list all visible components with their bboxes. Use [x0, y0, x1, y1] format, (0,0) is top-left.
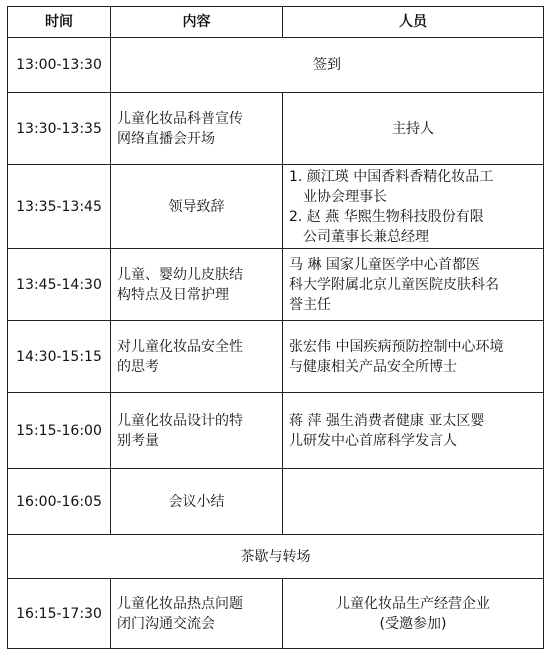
time-cell: 13:30-13:35: [8, 93, 111, 165]
header-time: 时间: [8, 7, 111, 38]
people-cell: [283, 93, 544, 165]
header-content: 内容: [111, 7, 283, 38]
break-cell: 茶歇与转场: [8, 535, 544, 579]
time-cell: 16:00-16:05: [8, 469, 111, 535]
merged-cell: 签到: [111, 38, 544, 93]
content-line: 别考量: [117, 432, 159, 449]
time-cell: 15:15-16:00: [8, 393, 111, 469]
people-line: 2. 赵 燕 华熙生物科技股份有限: [289, 208, 484, 225]
content-line: 儿童、婴幼儿皮肤结: [117, 266, 243, 283]
content-cell: [111, 165, 283, 249]
time-cell: 16:15-17:30: [8, 579, 111, 649]
people-cell-empty: [283, 469, 544, 535]
table-row: [8, 393, 544, 469]
people-line: 主持人: [392, 120, 434, 137]
people-cell: [283, 393, 544, 469]
content-cell: [111, 249, 283, 321]
content-cell: [111, 579, 283, 649]
content-line: 会议小结: [168, 493, 225, 510]
people-cell: [283, 321, 544, 393]
people-cell: [283, 165, 544, 249]
content-line: 儿童化妆品科普宣传: [117, 110, 243, 127]
people-line: 科大学附属北京儿童医院皮肤科名: [289, 276, 499, 293]
table-row: [8, 321, 544, 393]
people-line: 儿童化妆品生产经营企业: [336, 595, 490, 612]
content-cell: [111, 469, 283, 535]
people-line: 马 琳 国家儿童医学中心首都医: [289, 256, 480, 273]
time-cell: 13:35-13:45: [8, 165, 111, 249]
table-row: [8, 249, 544, 321]
table-row: [8, 165, 544, 249]
table-row: [8, 469, 544, 535]
content-cell: [111, 321, 283, 393]
people-line: 张宏伟 中国疾病预防控制中心环境: [289, 338, 504, 355]
table-row: [8, 535, 544, 579]
people-line: 蒋 萍 强生消费者健康 亚太区婴: [289, 412, 485, 429]
time-cell: 13:00-13:30: [8, 38, 111, 93]
time-cell: 13:45-14:30: [8, 249, 111, 321]
table-row: [8, 93, 544, 165]
time-cell: 14:30-15:15: [8, 321, 111, 393]
people-line: 誉主任: [289, 296, 331, 313]
agenda-table: [7, 6, 544, 649]
content-line: 网络直播会开场: [117, 130, 215, 147]
header-people: 人员: [283, 7, 544, 38]
content-line: 构特点及日常护理: [117, 286, 229, 303]
people-line: 儿研发中心首席科学发言人: [289, 432, 457, 449]
people-line: 业协会理事长: [303, 188, 387, 205]
content-line: 闭门沟通交流会: [117, 615, 215, 632]
content-line: 儿童化妆品热点问题: [117, 595, 243, 612]
people-cell: [283, 579, 544, 649]
content-line: 对儿童化妆品安全性: [117, 338, 243, 355]
people-line: (受邀参加): [379, 615, 447, 632]
content-line: 领导致辞: [168, 198, 225, 215]
people-line: 1. 颜江瑛 中国香料香精化妆品工: [289, 168, 494, 185]
table-row: [8, 579, 544, 649]
table-row: [8, 38, 544, 93]
content-cell: [111, 393, 283, 469]
people-line: 与健康相关产品安全所博士: [289, 358, 457, 375]
content-cell: [111, 93, 283, 165]
people-line: 公司董事长兼总经理: [303, 228, 429, 245]
content-line: 的思考: [117, 358, 159, 375]
header-row: [8, 7, 544, 38]
people-cell: [283, 249, 544, 321]
content-line: 儿童化妆品设计的特: [117, 412, 243, 429]
